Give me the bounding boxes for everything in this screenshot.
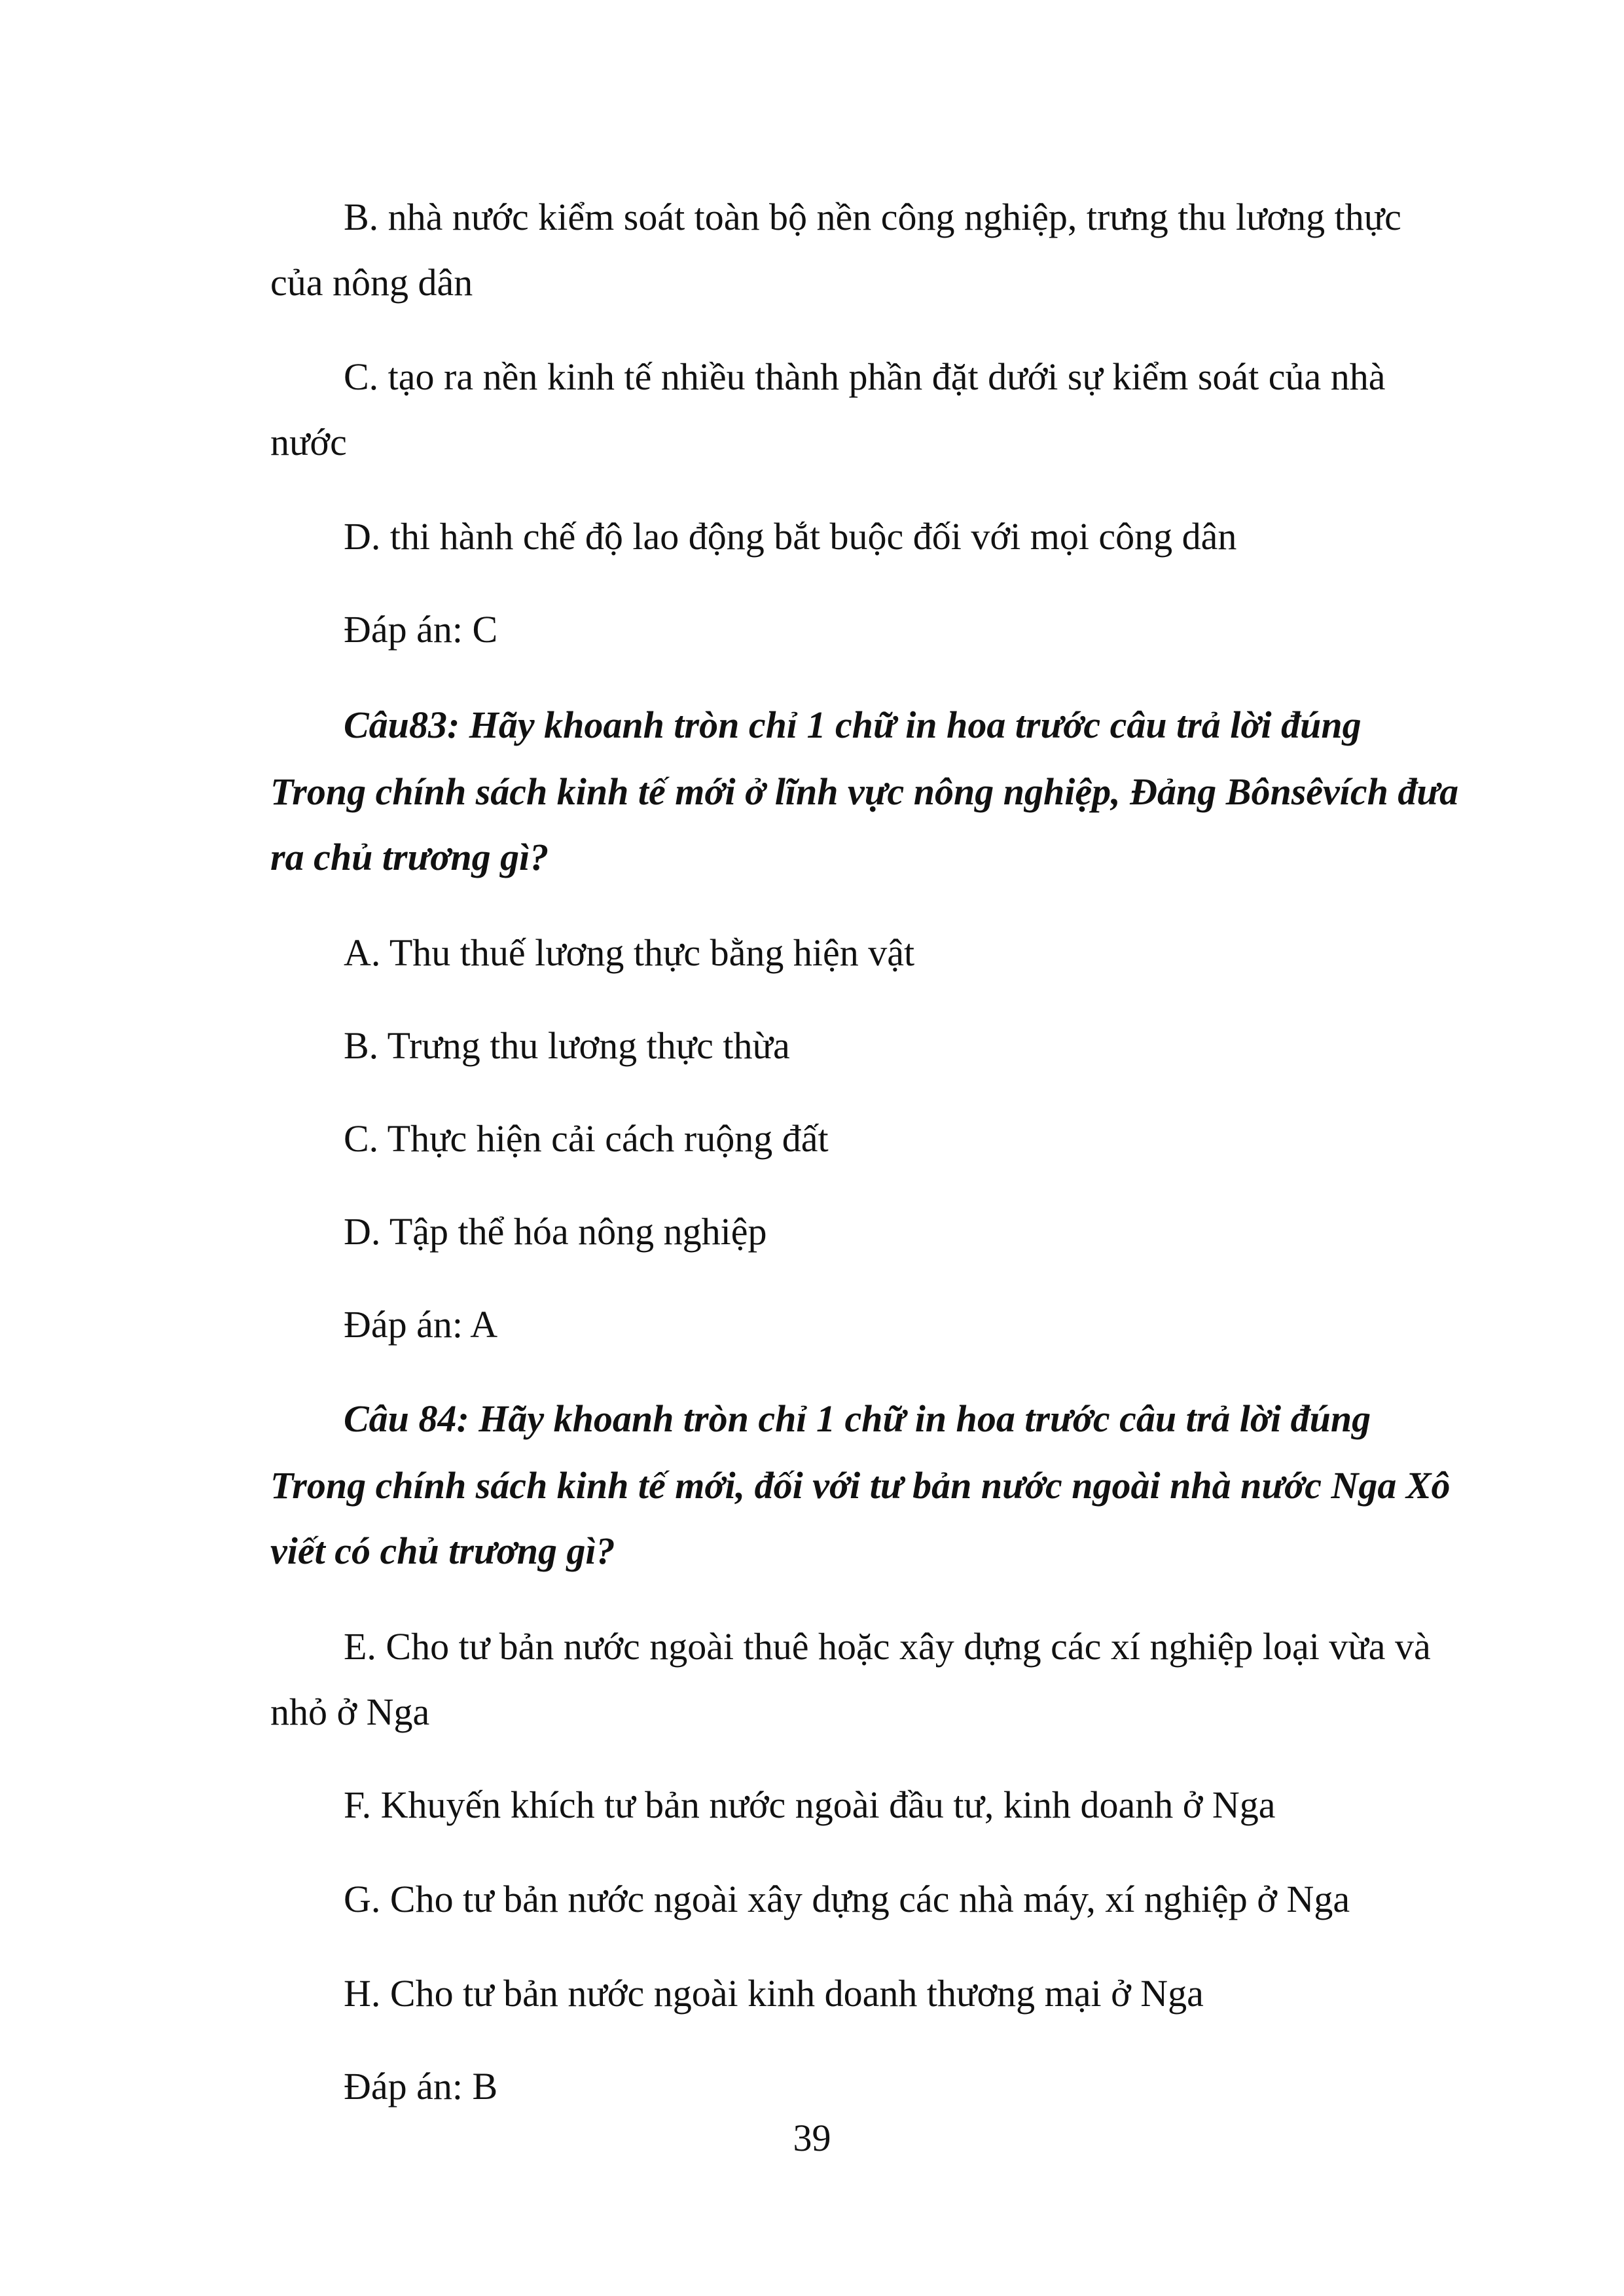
answer-line: Đáp án: C: [344, 608, 498, 651]
question-84-option-f: F. Khuyến khích tư bản nước ngoài đầu tư, kinh doanh ở Nga: [344, 1784, 1276, 1826]
question-84-option-h: H. Cho tư bản nước ngoài kinh doanh thương mại ở Nga: [344, 1972, 1204, 2015]
question-83-answer: Đáp án: A: [344, 1303, 498, 1346]
option-b-line2: của nông dân: [270, 261, 473, 304]
option-c-line2: nước: [270, 421, 347, 463]
question-83-text-line1: Trong chính sách kinh tế mới ở lĩnh vực nông nghiệp, Đảng Bônsêvích đưa: [270, 770, 1459, 813]
question-83-option-a: A. Thu thuế lương thực bằng hiện vật: [344, 931, 915, 974]
question-84-option-g: G. Cho tư bản nước ngoài xây dựng các nhà máy, xí nghiệp ở Nga: [344, 1878, 1350, 1920]
question-84-option-e-line1: E. Cho tư bản nước ngoài thuê hoặc xây dựng các xí nghiệp loại vừa và: [344, 1625, 1431, 1668]
question-83-option-b: B. Trưng thu lương thực thừa: [344, 1024, 790, 1067]
question-84-heading: Câu 84: Hãy khoanh tròn chỉ 1 chữ in hoa trước câu trả lời đúng: [344, 1397, 1371, 1440]
option-c-line1: C. tạo ra nền kinh tế nhiều thành phần đặt dưới sự kiểm soát của nhà: [344, 355, 1386, 398]
question-84-text-line1: Trong chính sách kinh tế mới, đối với tư bản nước ngoài nhà nước Nga Xô: [270, 1464, 1451, 1507]
question-84-option-e-line2: nhỏ ở Nga: [270, 1691, 430, 1733]
option-b-line1: B. nhà nước kiểm soát toàn bộ nền công nghiệp, trưng thu lương thực: [344, 196, 1401, 238]
question-83-option-d: D. Tập thể hóa nông nghiệp: [344, 1210, 767, 1253]
question-84-text-line2: viết có chủ trương gì?: [270, 1530, 615, 1572]
question-83-option-c: C. Thực hiện cải cách ruộng đất: [344, 1117, 829, 1160]
question-83-text-line2: ra chủ trương gì?: [270, 836, 549, 878]
option-d: D. thi hành chế độ lao động bắt buộc đối với mọi công dân: [344, 515, 1237, 558]
page-number: 39: [793, 2117, 831, 2159]
question-84-answer: Đáp án: B: [344, 2065, 498, 2108]
question-83-heading: Câu83: Hãy khoanh tròn chỉ 1 chữ in hoa trước câu trả lời đúng: [344, 704, 1362, 746]
